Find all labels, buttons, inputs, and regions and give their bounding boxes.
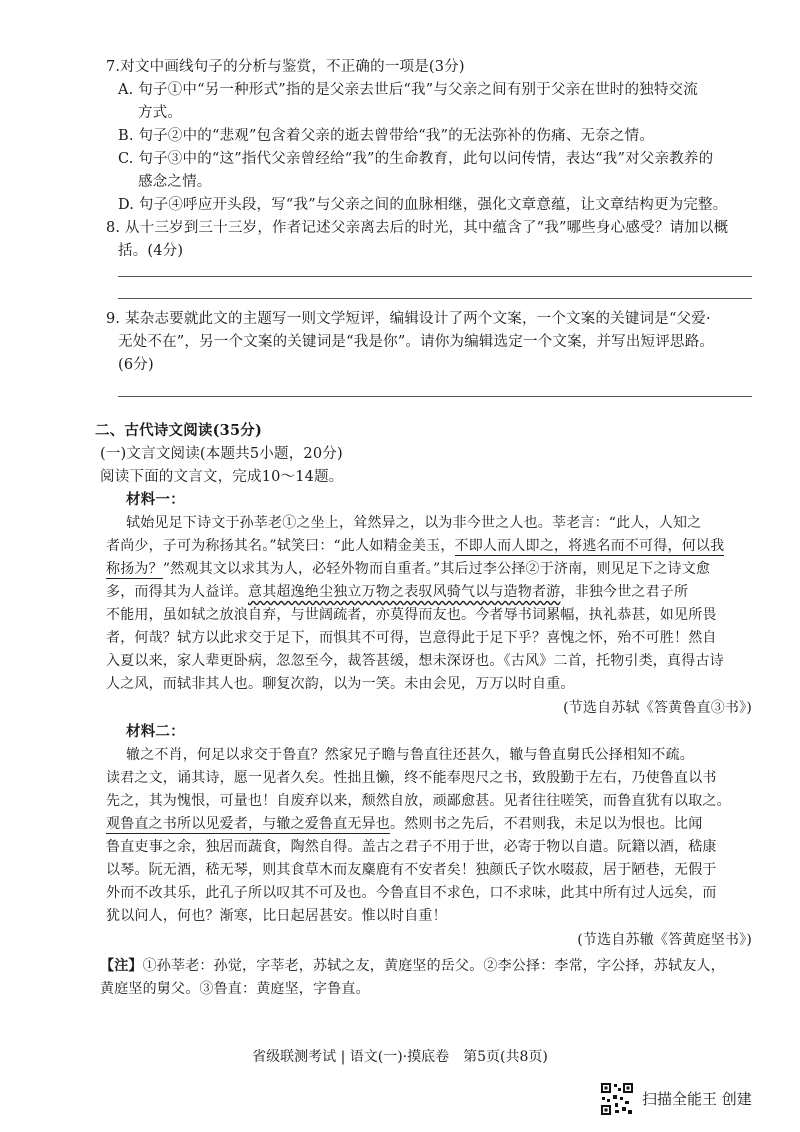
section-title: 二、古代诗文阅读(35分) [95, 422, 262, 439]
m1-source: (节选自苏轼《答黄鲁直③书》) [563, 700, 752, 716]
m1-wavy-underlined-sentence: 意其超逸绝尘独立万物之表驭风骑气以与造物者游 [248, 584, 561, 600]
m2-line-6: 以琴。阮无酒，嵇无琴，则其食草木而友麋鹿有不安者矣！独颜氏子饮水啜菽，居于陋巷，无假于 [106, 862, 717, 878]
q7-option-a-cont: 方式。 [138, 105, 183, 121]
scanner-watermark: 扫描全能王 创建 [642, 1090, 752, 1108]
m1-line-6: 者，何哉？轼方以此求交于足下，而惧其不可得，岂意得此于足下乎？喜愧之怀，殆不可胜！然自 [106, 630, 717, 646]
q7-option-c: C. 句子③中的“这”指代父亲曾经给“我”的生命教育，此句以问传情，表达“我”对父亲教养的 [118, 151, 714, 167]
page-footer: 省级联测考试 | 语文(一)·摸底卷 第5页(共8页) [252, 1049, 548, 1065]
q8-answer-line-2[interactable] [118, 298, 752, 299]
q8-stem: 8. 从十三岁到三十三岁，作者记述父亲离去后的时光，其中蕴含了“我”哪些身心感受？请加以概 [106, 220, 729, 236]
m1-line-4-tail: ，非独今世之君子所 [560, 584, 689, 600]
notes-label: 【注】 [100, 958, 143, 974]
q8-stem-cont: 括。(4分) [118, 243, 184, 259]
m2-underlined-sentence: 观鲁直之书所以见爱者，与辙之爱鲁直无异也 [106, 816, 390, 832]
m1-line-2-text: 者尚少，子可为称扬其名。”轼笑曰：“此人如精金美玉， [106, 538, 455, 554]
notes-line-1 [100, 955, 725, 977]
q9-stem-cont: 无处不在”，另一个文案的关键词是“我是你”。请你为编辑选定一个文案，并写出短评思路。 [118, 334, 715, 350]
section-subtitle: (一)文言文阅读(本题共5小题，20分) [100, 446, 343, 462]
m1-line-3-text: ”然观其文以求其为人，必轻外物而自重者。”其后过李公择②于济南，则见足下之诗文愈 [162, 561, 711, 577]
m1-line-4 [106, 581, 688, 603]
material-1-label: 材料一： [126, 491, 185, 508]
m2-line-1: 辙之不肖，何足以求交于鲁直？然家兄子瞻与鲁直往还甚久，辙与鲁直舅氏公择相知不疏。 [126, 747, 694, 763]
q7-option-d: D. 句子④呼应开头段，写“我”与父亲之间的血脉相继，强化文章意蕴，让文章结构更为完整。 [118, 197, 728, 213]
q7-option-c-cont: 感念之情。 [138, 174, 212, 190]
q9-score: (6分) [118, 357, 154, 373]
m1-line-8: 人之风，而轼非其人也。聊复次韵，以为一笑。未由会见，万万以时自重。 [106, 676, 575, 692]
notes-line-2: 黄庭坚的舅父。③鲁直：黄庭坚，字鲁直。 [100, 981, 370, 997]
m2-line-3: 先之，其为愧恨，可量也！自废弃以来，颓然自放，顽鄙愈甚。见者往往嗟笑，而鲁直犹有以取之。 [106, 793, 731, 809]
m1-line-1: 轼始见足下诗文于孙莘老①之坐上，耸然异之，以为非今世之人也。莘老言：“此人，人知之 [126, 515, 702, 531]
section-instruction: 阅读下面的文言文，完成10～14题。 [100, 469, 344, 485]
m2-line-5: 鲁直吏事之余，独居而蔬食，陶然自得。盖古之君子不用于世，必寄于物以自遣。阮籍以酒，嵇康 [106, 839, 717, 855]
m2-source: (节选自苏辙《答黄庭坚书》) [577, 932, 752, 948]
q8-answer-line-1[interactable] [118, 276, 752, 277]
m1-line-5: 不能用，虽如轼之放浪自弃，与世阔疏者，亦莫得而友也。今者辱书词累幅，执礼恭甚，如见所畏 [106, 607, 717, 623]
m2-line-8: 犹以问人，何也？渐寒，比日起居甚安。惟以时自重！ [106, 908, 447, 924]
m1-line-4-text: 多，而得其为人益详。 [106, 584, 248, 600]
notes-line-1-text: ①孙莘老：孙觉，字莘老，苏轼之友，黄庭坚的岳父。②李公择：李常，字公择，苏轼友人， [142, 958, 725, 974]
m2-line-4-text: 。然则书之先后，不君则我，未足以为恨也。比闻 [390, 816, 703, 832]
m1-line-3 [106, 558, 710, 580]
q7-stem: 7.对文中画线句子的分析与鉴赏，不正确的一项是(3分) [106, 59, 465, 75]
m1-underlined-sentence-a-end: 称扬为？ [106, 561, 163, 577]
m2-line-7: 外而不改其乐，此孔子所以叹其不可及也。今鲁直目不求色，口不求味，此其中所有过人远矣，而 [106, 885, 717, 901]
qr-code-icon [600, 1082, 634, 1116]
m1-underlined-sentence-a: 不即人而人即之，将逃名而不可得，何以我 [454, 538, 725, 554]
m2-line-2: 读君之文，诵其诗，愿一见者久矣。性拙且懒，终不能奉咫尺之书，致殷勤于左右，乃使鲁直以书 [106, 770, 717, 786]
material-2-label: 材料二： [126, 723, 185, 740]
m1-line-7: 入夏以来，家人辈更卧病，忽忽至今，裁答甚缓，想未深讶也。《古风》二首，托物引类，真得古诗 [106, 653, 724, 669]
q7-option-a: A. 句子①中“另一种形式”指的是父亲去世后“我”与父亲之间有别于父亲在世时的独特交流 [118, 82, 698, 98]
q9-answer-line[interactable] [118, 396, 752, 397]
q9-stem: 9. 某杂志要就此文的主题写一则文学短评，编辑设计了两个文案，一个文案的关键词是“父爱· [106, 311, 711, 327]
m2-line-4 [106, 813, 702, 835]
q7-option-b: B. 句子②中的“悲观”包含着父亲的逝去曾带给“我”的无法弥补的伤痛、无奈之情。 [118, 128, 655, 144]
m1-line-2 [106, 535, 724, 557]
